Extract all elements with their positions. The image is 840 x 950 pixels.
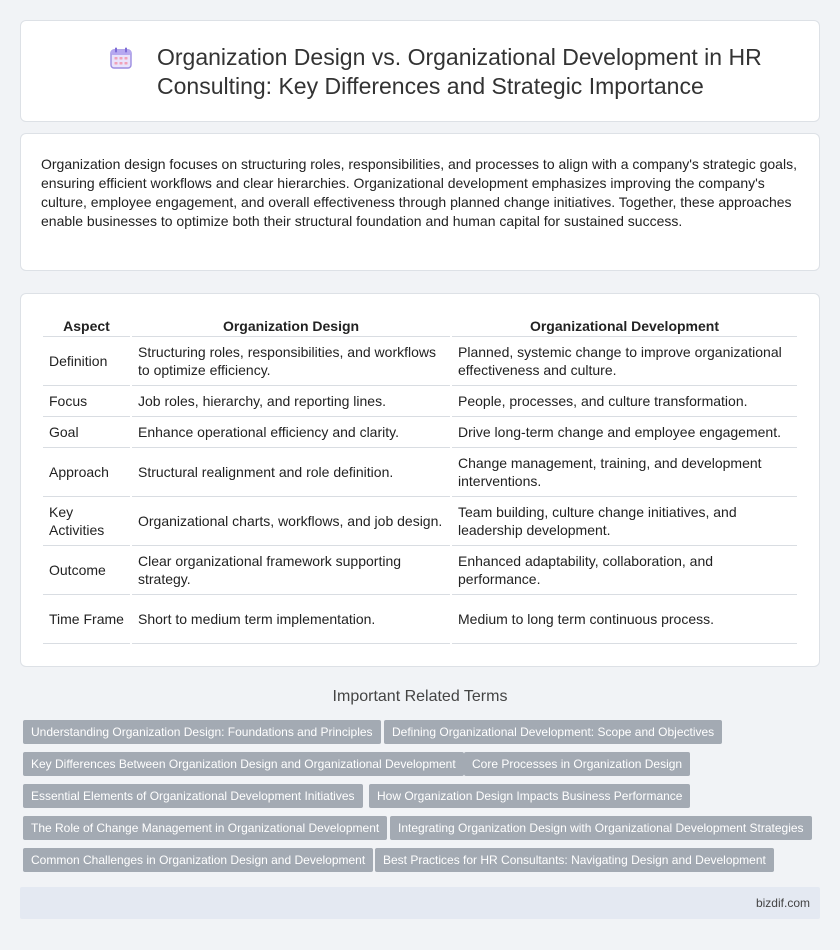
related-tag[interactable]: The Role of Change Management in Organizational Development xyxy=(23,816,387,840)
aspect-cell: Focus xyxy=(43,386,130,417)
design-cell: Job roles, hierarchy, and reporting lines. xyxy=(132,386,450,417)
design-cell: Enhance operational efficiency and clarity. xyxy=(132,417,450,448)
header-organization-design: Organization Design xyxy=(132,315,450,337)
footer-site[interactable]: bizdif.com xyxy=(755,896,810,910)
page-title: Organization Design vs. Organizational Development in HR Consulting: Key Differences and Strategic Importance xyxy=(157,44,762,99)
header-organizational-development: Organizational Development xyxy=(452,315,797,337)
development-cell: Medium to long term continuous process. xyxy=(452,595,797,644)
calendar-icon xyxy=(109,46,133,70)
table-row xyxy=(43,417,797,448)
development-cell: Planned, systemic change to improve organizational effectiveness and culture. xyxy=(452,337,797,386)
related-tag[interactable]: Essential Elements of Organizational Development Initiatives xyxy=(23,784,363,808)
related-tag[interactable]: Key Differences Between Organization Design and Organizational Development xyxy=(23,752,464,776)
aspect-cell: Time Frame xyxy=(43,595,130,644)
related-terms-heading: Important Related Terms xyxy=(332,688,508,705)
title-card xyxy=(20,20,820,122)
table-header-row xyxy=(43,315,797,337)
design-cell: Clear organizational framework supporting strategy. xyxy=(132,546,450,595)
comparison-card xyxy=(20,293,820,667)
table-row xyxy=(43,337,797,386)
aspect-cell: Key Activities xyxy=(43,497,130,546)
aspect-cell: Approach xyxy=(43,448,130,497)
related-tag[interactable]: How Organization Design Impacts Business Performance xyxy=(369,784,690,808)
development-cell: Drive long-term change and employee engagement. xyxy=(452,417,797,448)
table-row xyxy=(43,595,797,644)
table-row xyxy=(43,497,797,546)
table-row xyxy=(43,448,797,497)
intro-paragraph: Organization design focuses on structuring roles, responsibilities, and processes to align with a company's strategic goals, ensuring efficient workflows and clear hierarchies. Organizational development emphasizes improving the company's culture, employee engagement, and overall effectiveness through planned change initiatives. Together, these approaches enable businesses to optimize both their structural foundation and human capital for sustained success. xyxy=(41,156,797,229)
footer xyxy=(20,887,820,919)
development-cell: Change management, training, and development interventions. xyxy=(452,448,797,497)
related-tag[interactable]: Defining Organizational Development: Scope and Objectives xyxy=(384,720,722,744)
table-row xyxy=(43,386,797,417)
related-tag[interactable]: Common Challenges in Organization Design and Development xyxy=(23,848,373,872)
related-tag[interactable]: Integrating Organization Design with Organizational Development Strategies xyxy=(390,816,812,840)
comparison-table xyxy=(41,315,799,644)
design-cell: Short to medium term implementation. xyxy=(132,595,450,644)
aspect-cell: Goal xyxy=(43,417,130,448)
design-cell: Organizational charts, workflows, and job design. xyxy=(132,497,450,546)
related-tag[interactable]: Core Processes in Organization Design xyxy=(464,752,690,776)
aspect-cell: Outcome xyxy=(43,546,130,595)
development-cell: People, processes, and culture transformation. xyxy=(452,386,797,417)
design-cell: Structural realignment and role definition. xyxy=(132,448,450,497)
development-cell: Team building, culture change initiatives, and leadership development. xyxy=(452,497,797,546)
related-tag[interactable]: Best Practices for HR Consultants: Navigating Design and Development xyxy=(375,848,774,872)
table-row xyxy=(43,546,797,595)
aspect-cell: Definition xyxy=(43,337,130,386)
intro-card xyxy=(20,133,820,271)
related-tag[interactable]: Understanding Organization Design: Foundations and Principles xyxy=(23,720,381,744)
header-aspect: Aspect xyxy=(43,315,130,337)
development-cell: Enhanced adaptability, collaboration, and performance. xyxy=(452,546,797,595)
design-cell: Structuring roles, responsibilities, and workflows to optimize efficiency. xyxy=(132,337,450,386)
